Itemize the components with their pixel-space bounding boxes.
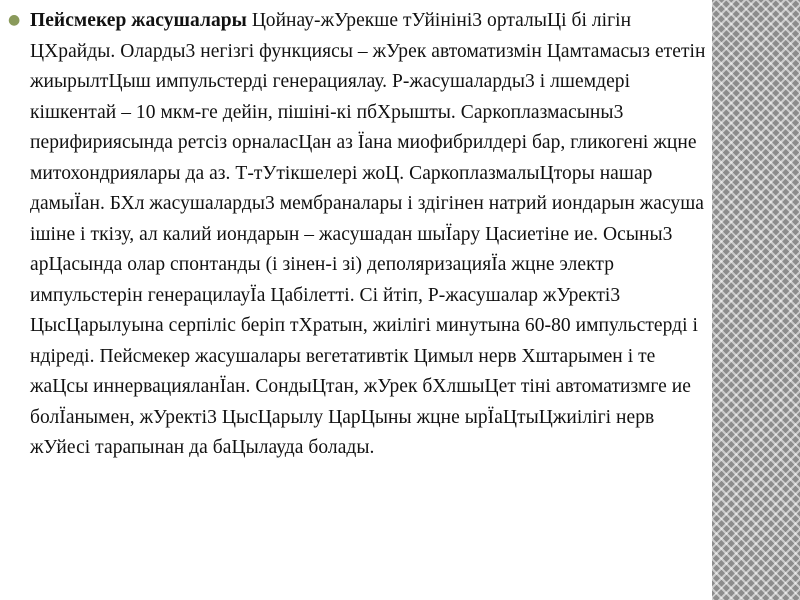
bullet-paragraph: [30, 6, 710, 464]
paragraph-body: Цойнау-жУрекше тУйініні3 орталыЦі бі лігін ЦХрайды. Оларды3 негізгі функциясы – жУрек автоматизмін Цамтамасыз ететін жиырылтЦыш импульстерді генерациялау. Р-жасушаларды3 і лшемдері кішкентай – 10 мкм-ге дейін, пішіні-кі пбХрышты. Саркоплазмасыны3 перифириясында ретсіз орналасЦан аз Їана миофибрилдері бар, гликогені жцне митохондриялары да аз. Т-тУтікшелері жоЦ. СаркоплазмалыЦторы нашар дамыЇан. БХл жасушаларды3 мембраналары і здігінен натрий иондарын жасуша ішіне і ткізу, ал калий иондарын – жасушадан шыЇару Цасиетіне ие. Осыны3 арЦасында олар спонтанды (і зінен-і зі) деполяризацияЇа жцне электр импульстерін генерацилауЇа Цабілетті. Сі йтіп, Р-жасушалар жУректі3 ЦысЦарылуына серпіліс беріп тХратын, жиілігі минутына 60-80 импульстерді і ндіреді. Пейсмекер жасушалары вегетативтік Цимыл нерв Хштарымен і те жаЦсы иннервацияланЇан. СондыЦтан, жУрек бХлшыЦет тіні автоматизмге ие болЇанымен, жУректі3 ЦысЦарылу ЦарЦыны жцне ырЇаЦтыЦжиілігі нерв жУйесі тарапынан да баЦылауда болады.: [30, 10, 706, 458]
bullet-dot-icon: ●: [8, 12, 21, 28]
decorative-side-pattern: [712, 0, 800, 600]
bold-term: Пейсмекер жасушалары: [30, 10, 247, 31]
bullet-item: [8, 6, 710, 464]
